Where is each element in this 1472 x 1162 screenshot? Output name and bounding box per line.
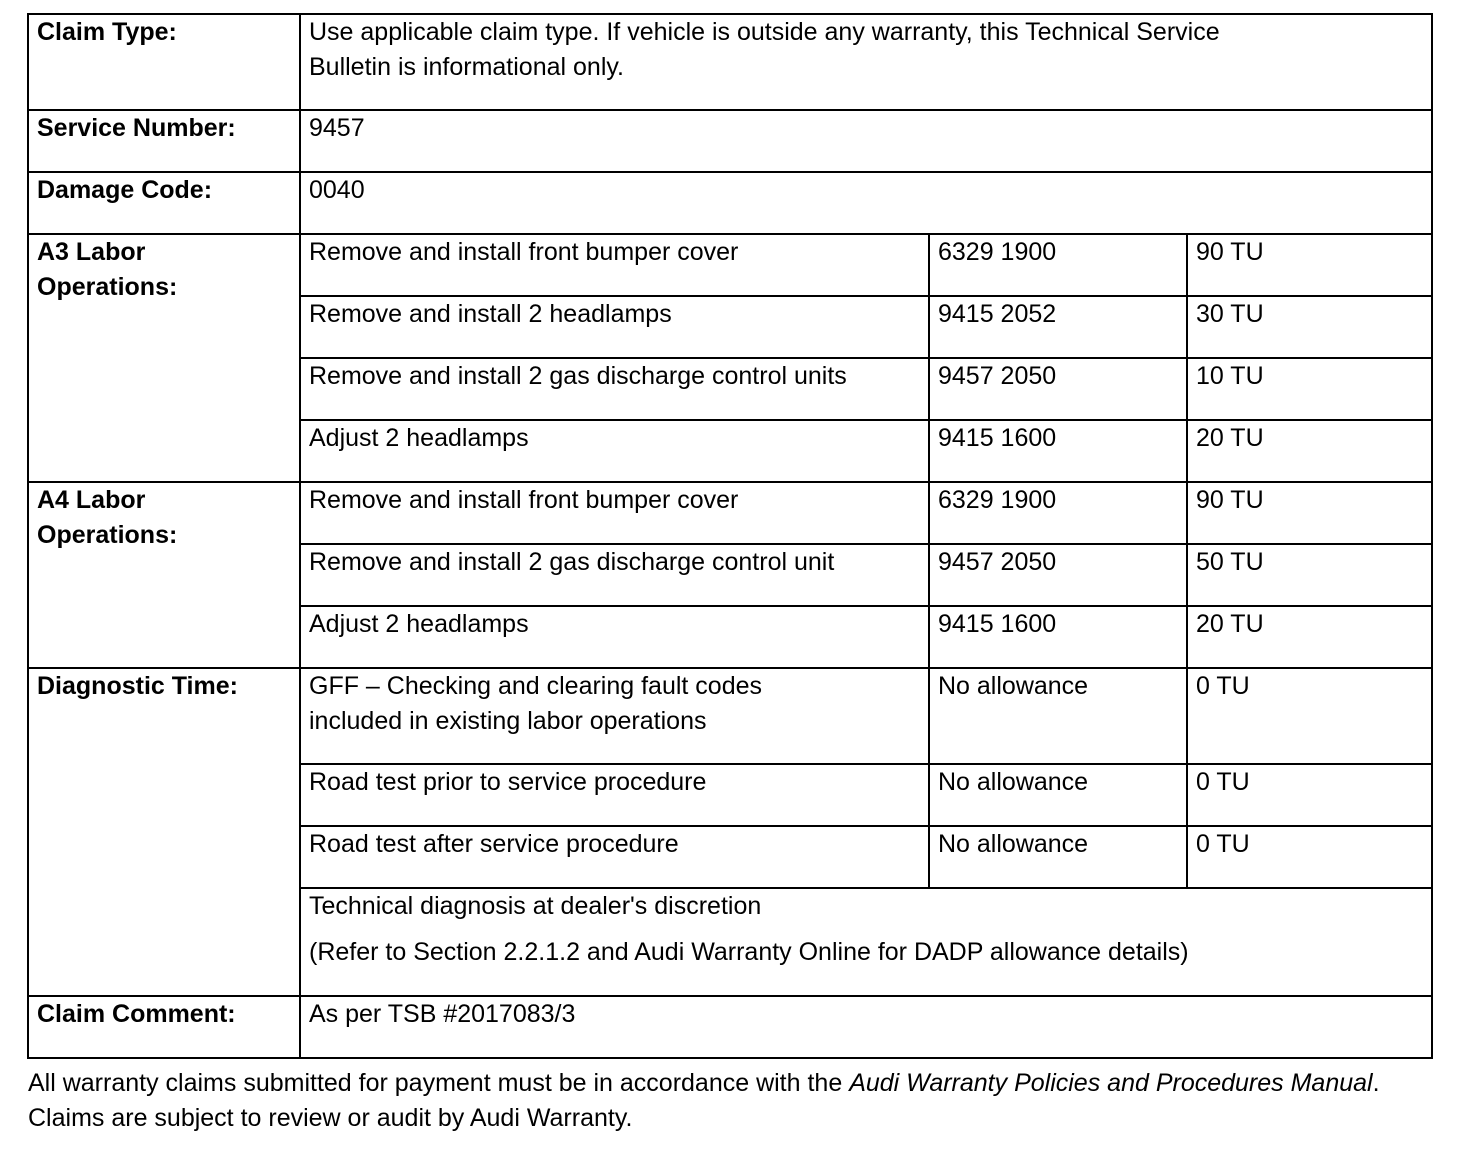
a3-code: 9415 2052 [929,296,1187,358]
damage-code-row [28,172,1432,234]
diagnostic-desc: Road test after service procedure [300,826,929,888]
a3-row [28,234,1432,296]
diagnostic-tu: 0 TU [1187,764,1432,826]
warranty-footnote: All warranty claims submitted for payment must be in accordance with the Audi Warranty Policies and Procedures Manual. Claims are subject to review or audit by Audi Warranty. [28,1069,1380,1132]
damage-code-value: 0040 [300,172,1432,234]
a3-desc: Remove and install 2 gas discharge control units [300,358,929,420]
claim-type-value: Use applicable claim type. If vehicle is outside any warranty, this Technical Service Bulletin is informational only. [300,14,1432,110]
a3-code: 6329 1900 [929,234,1187,296]
a4-tu: 50 TU [1187,544,1432,606]
diagnostic-code: No allowance [929,668,1187,764]
diagnostic-tu: 0 TU [1187,668,1432,764]
diagnostic-code: No allowance [929,764,1187,826]
diagnostic-desc: Road test prior to service procedure [300,764,929,826]
a3-tu: 30 TU [1187,296,1432,358]
claim-comment-row [28,996,1432,1058]
service-number-value: 9457 [300,110,1432,172]
policies-manual-title: Audi Warranty Policies and Procedures Manual [849,1069,1373,1097]
claim-comment-value: As per TSB #2017083/3 [300,996,1432,1058]
a4-code: 9457 2050 [929,544,1187,606]
a3-desc: Adjust 2 headlamps [300,420,929,482]
service-number-row [28,110,1432,172]
claim-type-row [28,14,1432,110]
a4-tu: 20 TU [1187,606,1432,668]
a4-code: 9415 1600 [929,606,1187,668]
claim-comment-label: Claim Comment: [28,996,300,1058]
diagnostic-note: Technical diagnosis at dealer's discretion (Refer to Section 2.2.1.2 and Audi Warranty Online for DADP allowance details) [300,888,1432,996]
a4-tu: 90 TU [1187,482,1432,544]
diagnostic-code: No allowance [929,826,1187,888]
a3-label: A3 Labor Operations: [28,234,300,482]
a3-desc: Remove and install front bumper cover [300,234,929,296]
diagnostic-row [28,668,1432,764]
a4-label: A4 Labor Operations: [28,482,300,668]
a3-tu: 10 TU [1187,358,1432,420]
damage-code-label: Damage Code: [28,172,300,234]
a4-code: 6329 1900 [929,482,1187,544]
a4-desc: Remove and install 2 gas discharge control unit [300,544,929,606]
service-number-label: Service Number: [28,110,300,172]
diagnostic-desc: GFF – Checking and clearing fault codes included in existing labor operations [300,668,929,764]
a3-tu: 90 TU [1187,234,1432,296]
a3-code: 9415 1600 [929,420,1187,482]
a3-tu: 20 TU [1187,420,1432,482]
a4-desc: Adjust 2 headlamps [300,606,929,668]
diagnostic-tu: 0 TU [1187,826,1432,888]
diagnostic-label: Diagnostic Time: [28,668,300,996]
claim-type-label: Claim Type: [28,14,300,110]
a4-row [28,482,1432,544]
a4-desc: Remove and install front bumper cover [300,482,929,544]
a3-code: 9457 2050 [929,358,1187,420]
claim-table [27,13,1433,1059]
a3-desc: Remove and install 2 headlamps [300,296,929,358]
